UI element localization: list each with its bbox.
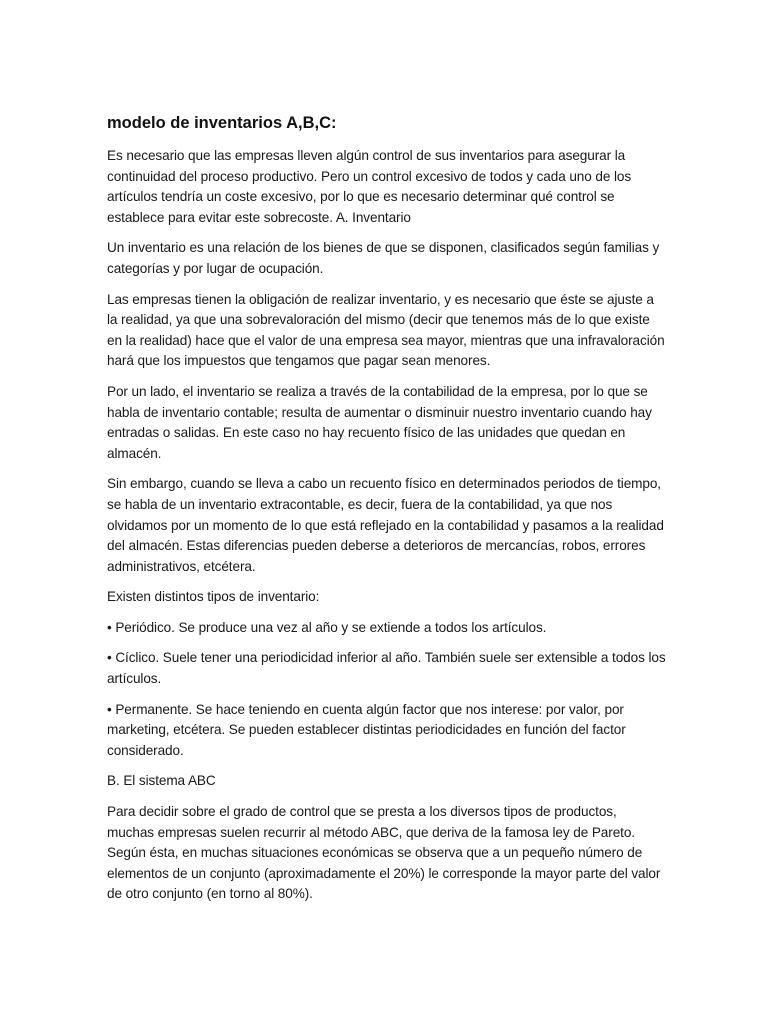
document-page (107, 112, 667, 915)
bullet-cyclic: • Cíclico. Suele tener una periodicidad inferior al año. También suele ser extensible a todos los artículos. (107, 648, 667, 689)
bullet-periodic: • Periódico. Se produce una vez al año y se extiende a todos los artículos. (107, 618, 667, 639)
paragraph-inventory-obligation: Las empresas tienen la obligación de realizar inventario, y es necesario que éste se ajuste a la realidad, ya que una sobrevaloración del mismo (decir que tenemos más de lo que existe en la realidad) hace que el valor de una empresa sea mayor, mientras que una infravaloración hará que los impuestos que tengamos que pagar sean menores. (107, 291, 665, 369)
paragraph-intro: Es necesario que las empresas lleven algún control de sus inventarios para asegurar la continuidad del proceso productivo. Pero un control excesivo de todos y cada uno de los artículos tendría un coste excesivo, por lo que es necesario determinar qué control se establece para evitar este sobrecoste. A. Inventario (107, 148, 632, 225)
paragraph-inventory-types-intro: Existen distintos tipos de inventario: (107, 589, 320, 605)
paragraph-abc-system: Para decidir sobre el grado de control que se presta a los diversos tipos de productos, muchas empresas suelen recurrir al método ABC, que deriva de la famosa ley de Pareto. Según ésta, en muchas situaciones económicas se observa que a un pequeño número de elementos de un conjunto (aproximadamente el 20%) le corresponde la mayor parte del valor de otro conjunto (en torno al 80%). (107, 804, 661, 902)
paragraph-accounting-inventory: Por un lado, el inventario se realiza a través de la contabilidad de la empresa, por lo que se habla de inventario contable; resulta de aumentar o disminuir nuestro inventario cuando hay entradas o salidas. En este caso no hay recuento físico de las unidades que quedan en almacén. (107, 383, 652, 461)
section-b-heading: B. El sistema ABC (107, 773, 216, 789)
paragraph-extra-accounting-inventory: Sin embargo, cuando se lleva a cabo un recuento físico en determinados periodos de tiempo, se habla de un inventario extracontable, es decir, fuera de la contabilidad, ya que nos olvidamos por un momento de lo que está reflejado en la contabilidad y pasamos a la realidad del almacén. Estas diferencias pueden deberse a deterioros de mercancías, robos, errores administrativos, etcétera. (107, 476, 664, 574)
bullet-permanent: • Permanente. Se hace teniendo en cuenta algún factor que nos interese: por valor, por marketing, etcétera. Se pueden establecer distintas periodicidades en función del factor considerado. (107, 700, 667, 762)
paragraph-inventory-definition: Un inventario es una relación de los bienes de que se disponen, clasificados según familias y categorías y por lugar de ocupación. (107, 240, 660, 276)
document-title: modelo de inventarios A,B,C: (107, 114, 337, 132)
